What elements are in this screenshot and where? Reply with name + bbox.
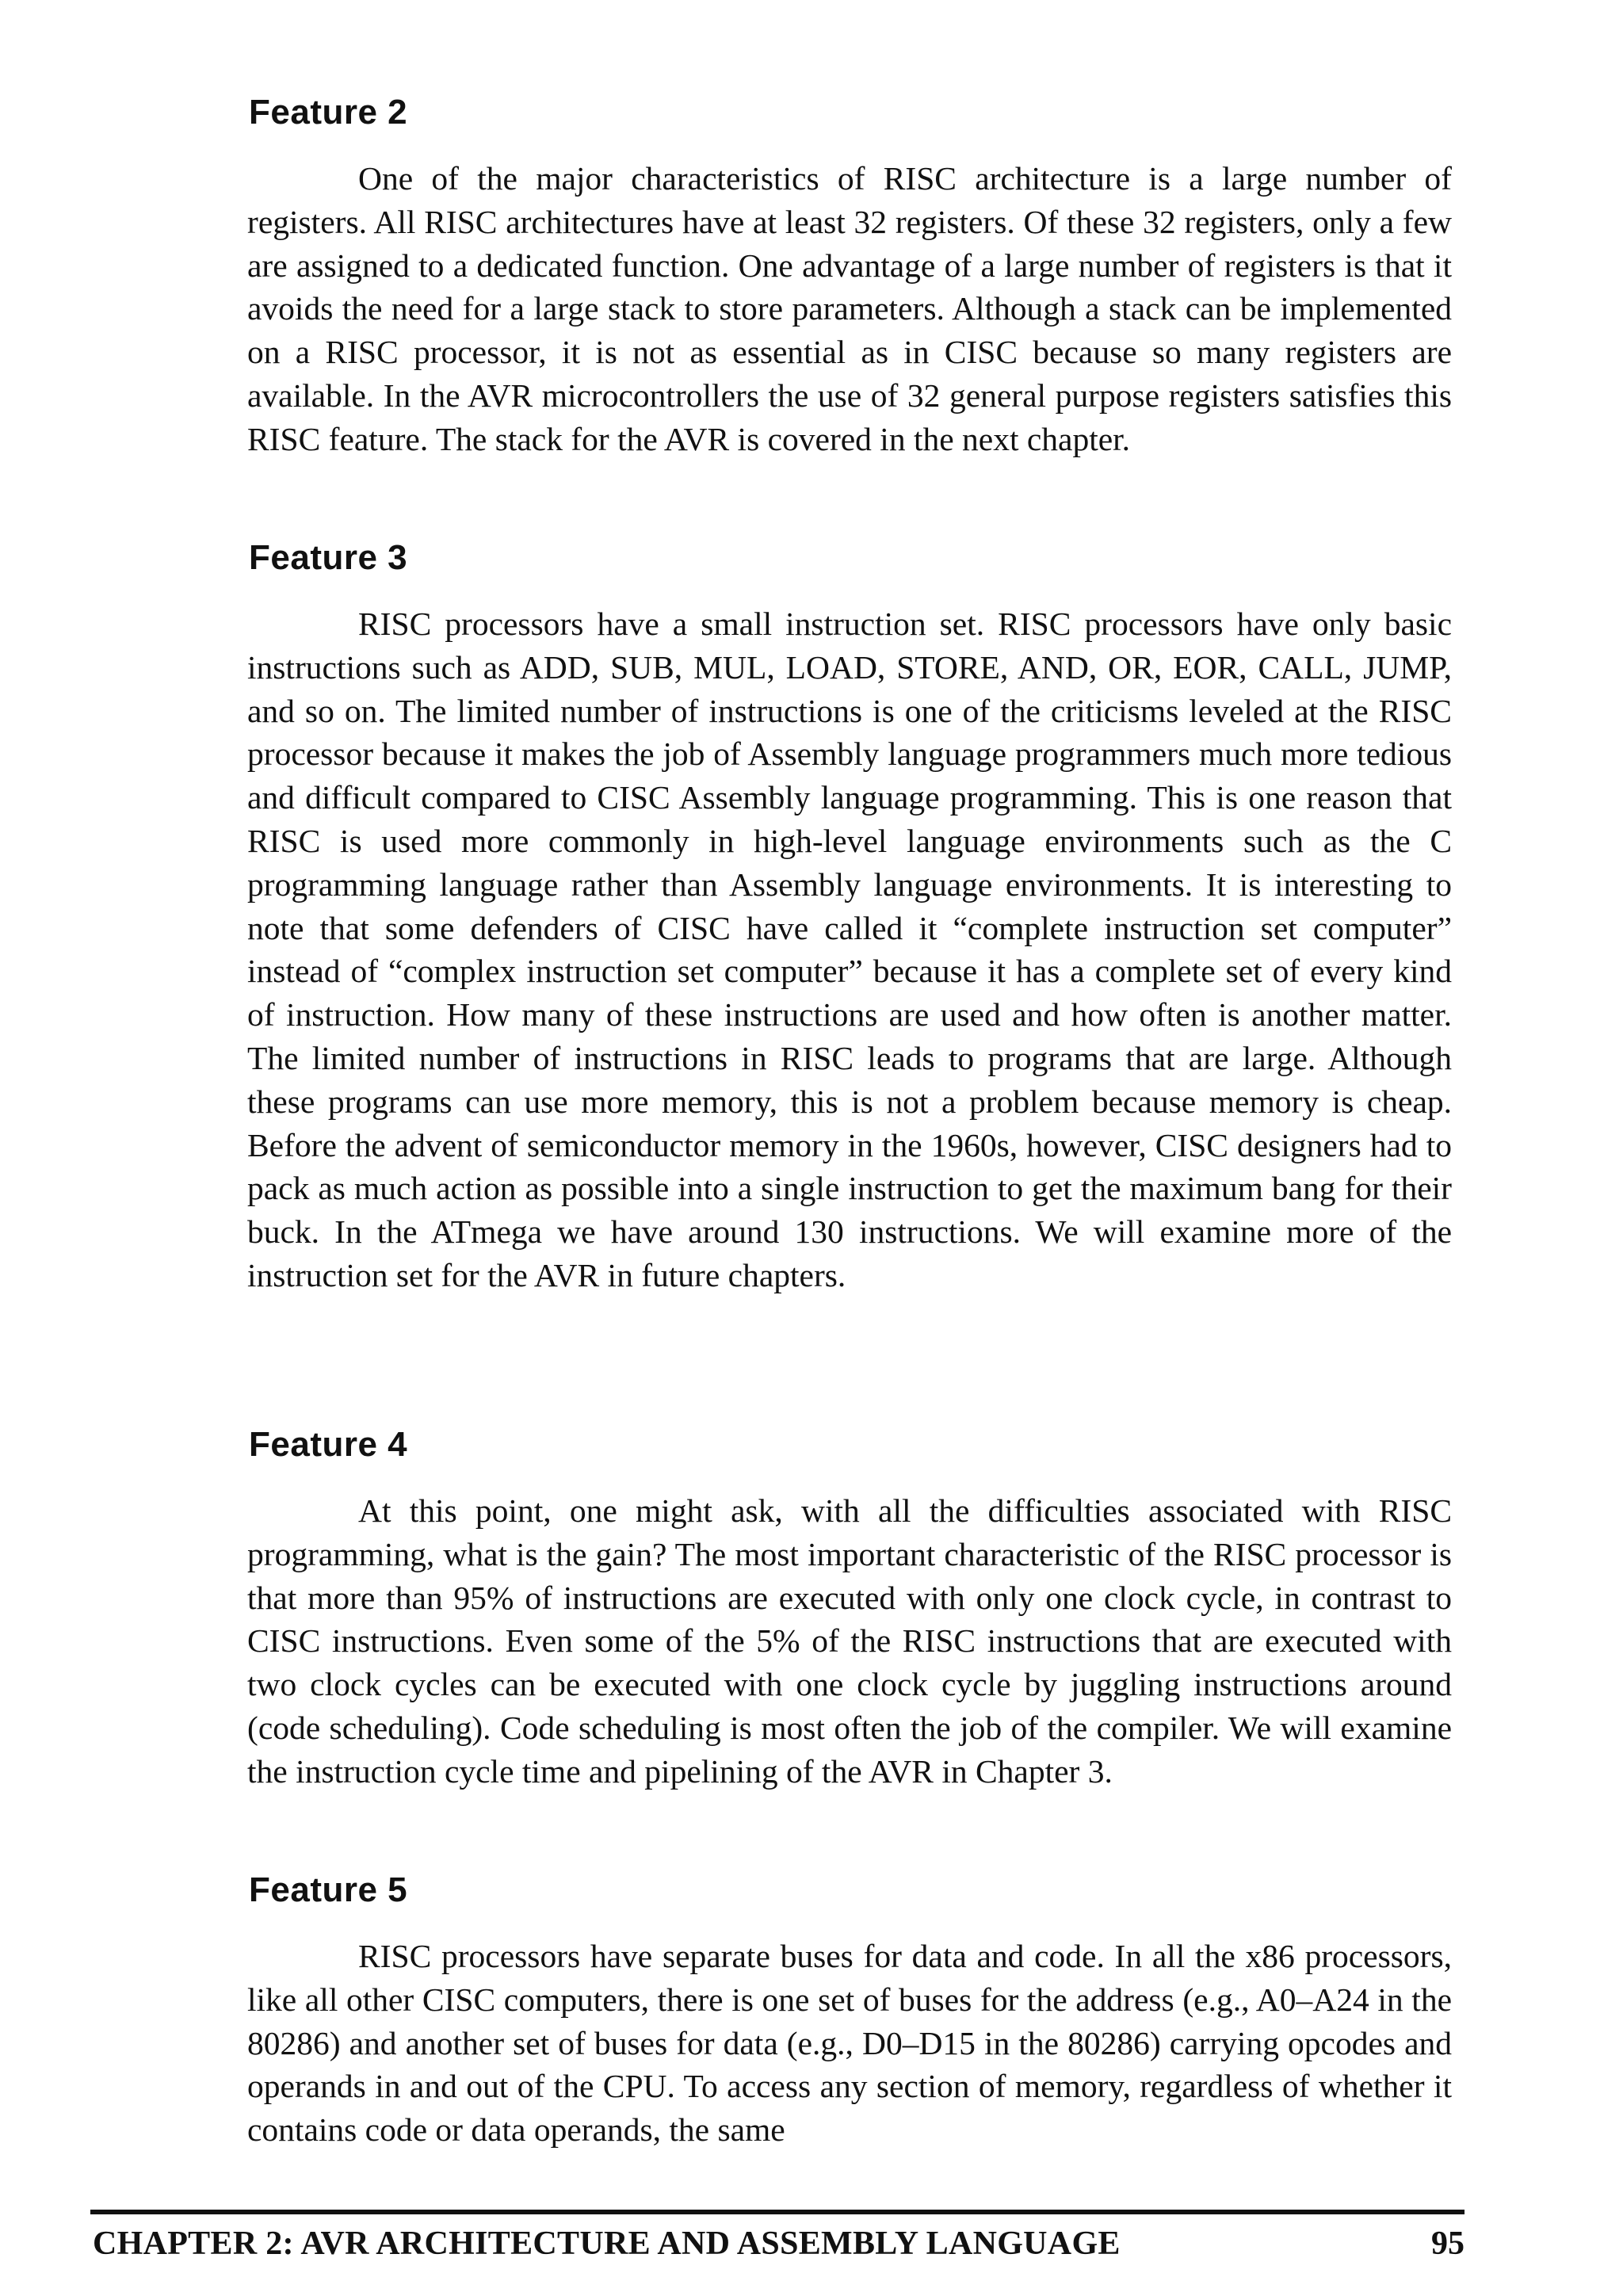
section-feature-3 bbox=[247, 537, 1452, 1297]
section-feature-4 bbox=[247, 1424, 1452, 1794]
footer-divider bbox=[90, 2210, 1465, 2214]
section-feature-2 bbox=[247, 92, 1452, 461]
section-heading: Feature 5 bbox=[249, 1870, 408, 1909]
section-feature-5 bbox=[247, 1870, 1452, 2152]
section-paragraph: RISC processors have separate buses for data and code. In all the x86 processors, like all other CISC computers, there is one set of buses for the address (e.g., A0–A24 in the 80286) and another set of buses for data (e.g., D0–D15 in the 80286) carrying opcodes and operands in and out of the CPU. To access any section of memory, regardless of whether it contains code or data operands, the same bbox=[247, 1938, 1452, 2149]
page-number: 95 bbox=[1431, 2225, 1465, 2262]
section-paragraph: RISC processors have a small instruction set. RISC processors have only basic instructions such as ADD, SUB, MUL, LOAD, STORE, AND, OR, EOR, CALL, JUMP, and so on. The limited number of instructions is one of the criticisms leveled at the RISC processor because it makes the job of Assembly language programmers much more tedious and difficult compared to CISC Assembly language programming. This is one reason that RISC is used more commonly in high-level language environments such as the C programming language rather than Assembly language environments. It is interesting to note that some defenders of CISC have called it “complete instruction set computer” instead of “complex instruction set computer” because it has a complete set of every kind of instruction. How many of these instructions are used and how often is another matter. The limited number of instructions in RISC leads to programs that are large. Although these programs can use more memory, this is not a problem because memory is cheap. Before the advent of semiconductor memory in the 1960s, however, CISC designers had to pack as much action as possible into a single instruction to get the maximum bang for their buck. In the ATmega we have around 130 instructions. We will examine more of the instruction set for the AVR in future chapters. bbox=[247, 606, 1452, 1293]
footer-chapter-title: CHAPTER 2: AVR ARCHITECTURE AND ASSEMBLY LANGUAGE bbox=[93, 2225, 1121, 2262]
section-heading: Feature 3 bbox=[249, 538, 408, 577]
section-paragraph: At this point, one might ask, with all the difficulties associated with RISC programming, what is the gain? The most important characteristic of the RISC processor is that more than 95% of instructions are executed with only one clock cycle, in contrast to CISC instructions. Even some of the 5% of the RISC instructions that are executed with two clock cycles can be executed with one clock cycle by juggling instructions around (code scheduling). Code scheduling is most often the job of the compiler. We will examine the instruction cycle time and pipelining of the AVR in Chapter 3. bbox=[247, 1492, 1452, 1790]
section-heading: Feature 2 bbox=[249, 93, 408, 132]
section-paragraph: One of the major characteristics of RISC architecture is a large number of registers. All RISC architectures have at least 32 registers. Of these 32 registers, only a few are assigned to a dedicated function. One advantage of a large number of registers is that it avoids the need for a large stack to store parameters. Although a stack can be implemented on a RISC processor, it is not as essential as in CISC because so many registers are available. In the AVR microcontrollers the use of 32 general purpose registers satisfies this RISC feature. The stack for the AVR is covered in the next chapter. bbox=[247, 160, 1452, 457]
section-heading: Feature 4 bbox=[249, 1425, 408, 1464]
